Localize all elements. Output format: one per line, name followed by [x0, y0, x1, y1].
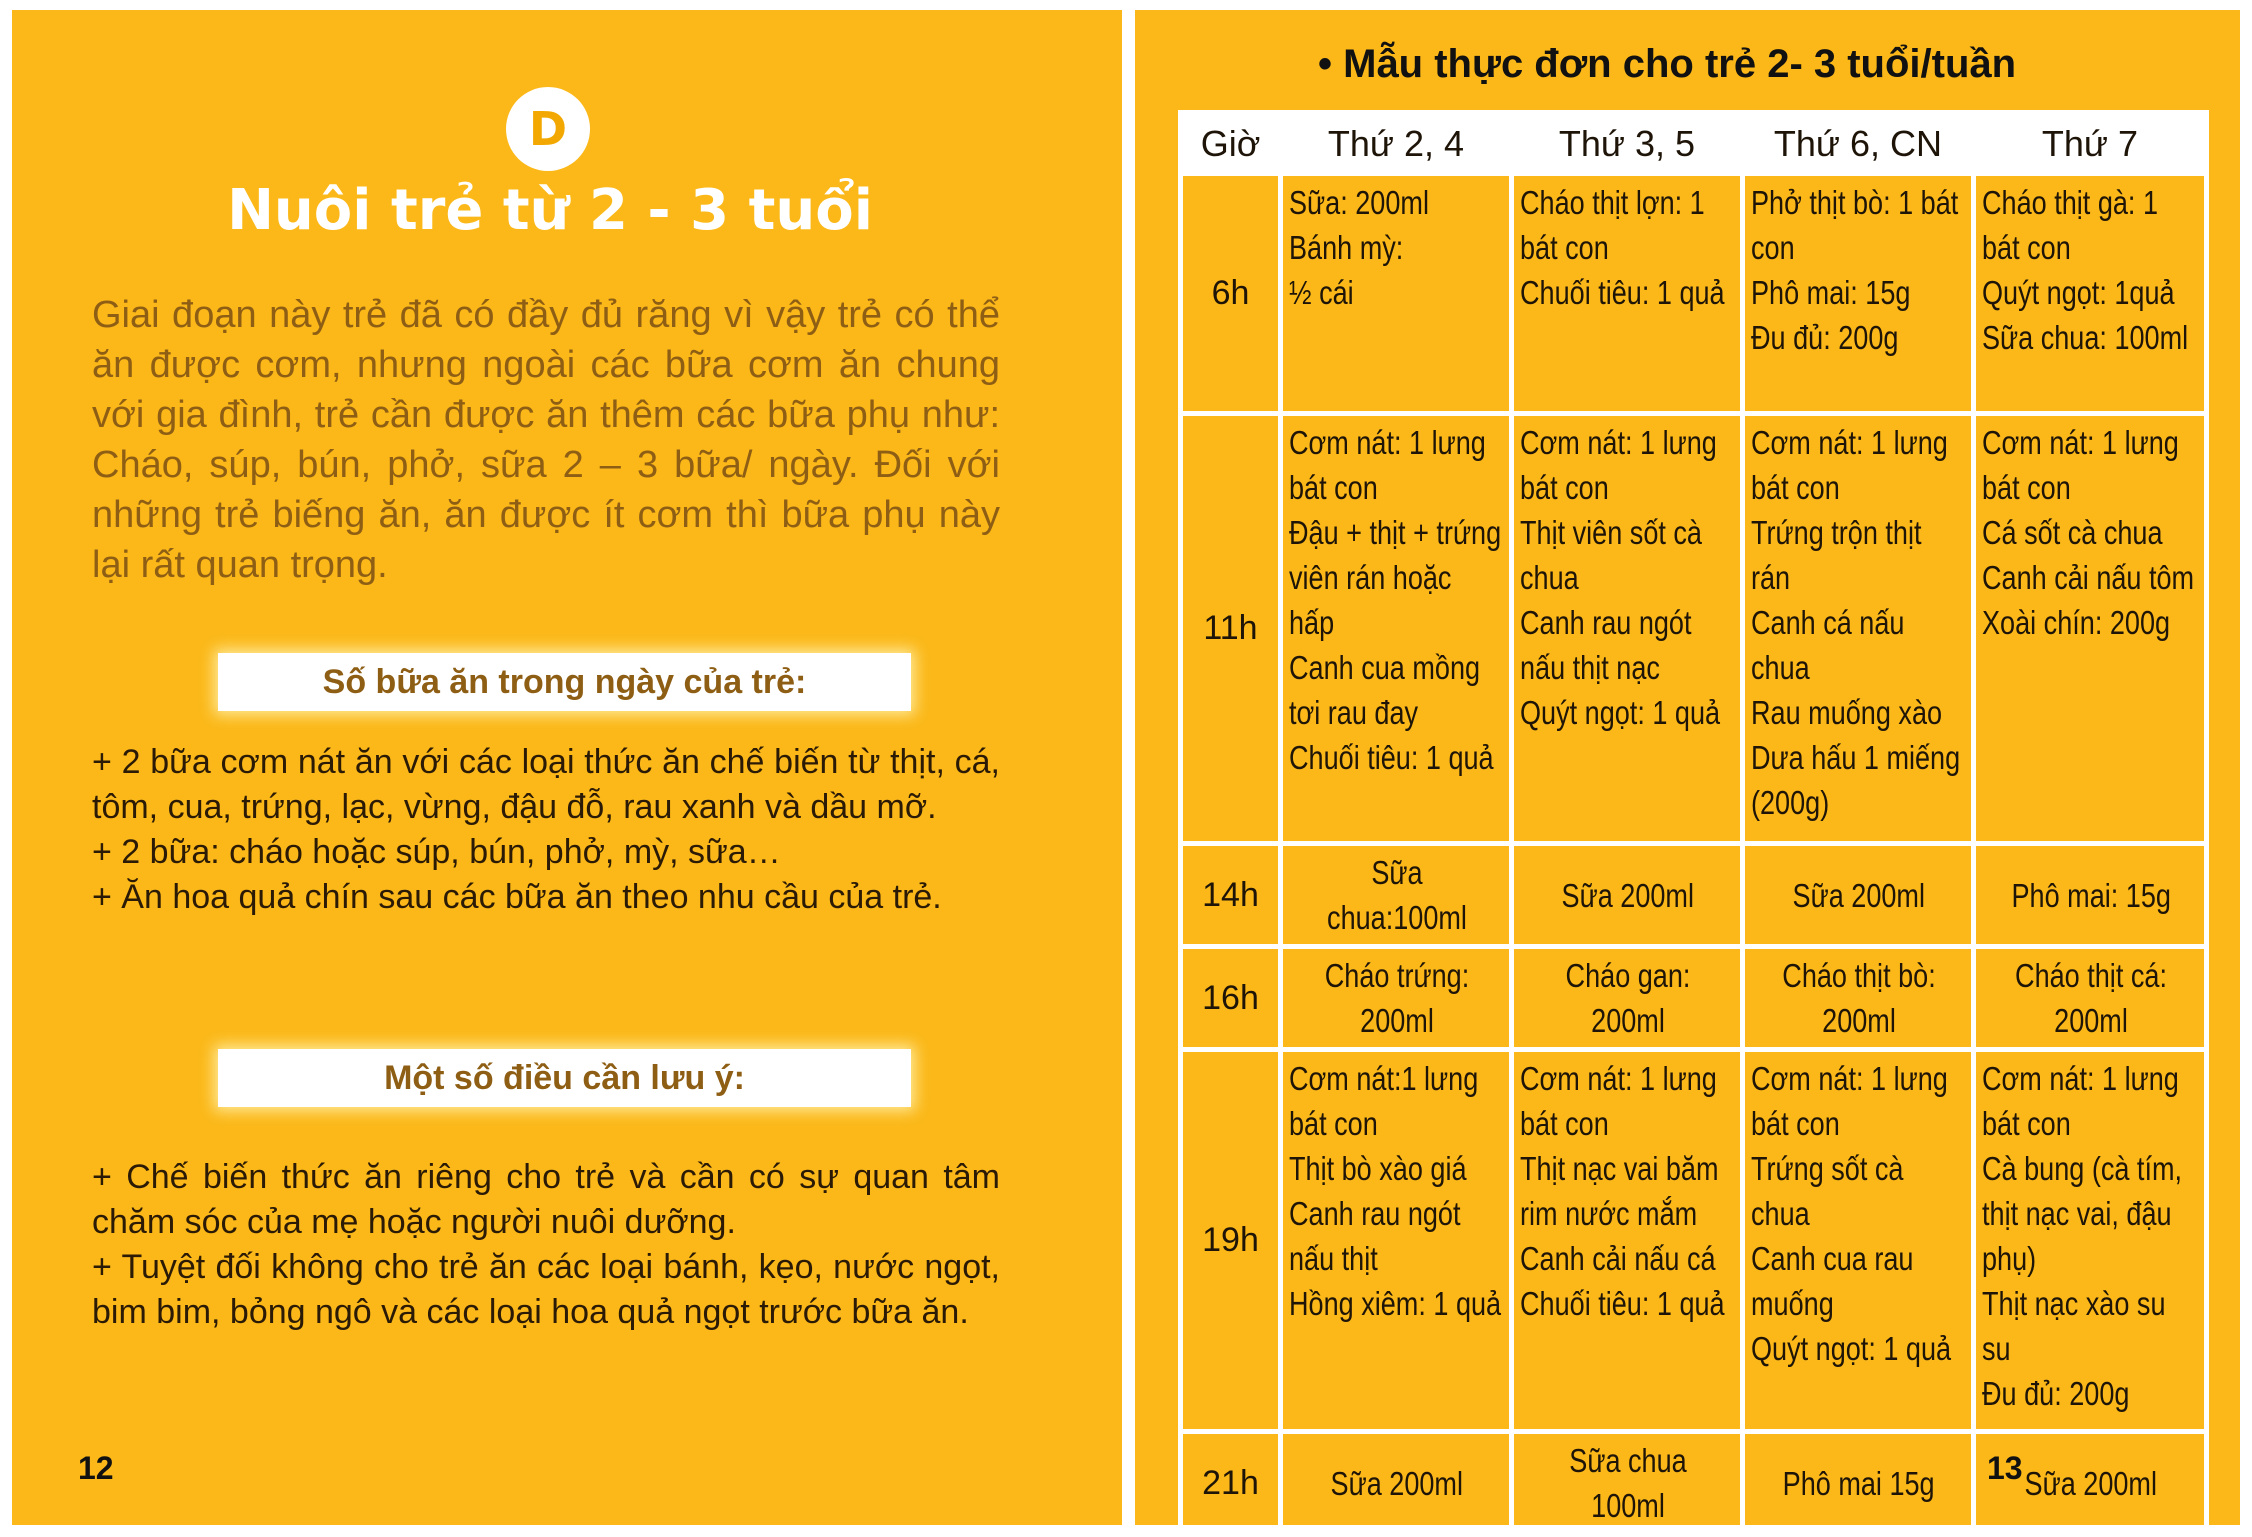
menu-cell: [1743, 1050, 1974, 1432]
menu-line: Quýt ngọt: 1 quả: [1751, 1330, 1952, 1367]
menu-cell: [1974, 1050, 2207, 1432]
menu-cell-text: [2002, 953, 2181, 1043]
menu-cell-text: [1520, 180, 1733, 315]
menu-line: Quýt ngọt: 1quả: [1982, 274, 2175, 311]
menu-cell: [1512, 1432, 1743, 1535]
menu-cell: [1281, 1050, 1512, 1432]
menu-line: Canh cua rau muống: [1751, 1240, 1914, 1322]
menu-line: Bánh mỳ:: [1289, 229, 1404, 266]
menu-line: Canh cải nấu tôm: [1982, 559, 2195, 596]
menu-line: Phô mai: 15g: [1751, 274, 1911, 311]
list-item: + 2 bữa: cháo hoặc súp, bún, phở, mỳ, sữa…: [92, 833, 781, 871]
menu-cell: [1281, 414, 1512, 844]
menu-cell-text: [1308, 850, 1485, 940]
header-day: Thứ 2, 4: [1281, 113, 1512, 174]
menu-cell: [1974, 414, 2207, 844]
menu-line: Dưa hấu 1 miếng (200g): [1751, 739, 1961, 821]
menu-cell-text: [1520, 1056, 1733, 1326]
menu-line: ½ cái: [1289, 274, 1354, 311]
menu-line: Phở thịt bò: 1 bát con: [1751, 184, 1959, 266]
menu-cell-text: [1520, 420, 1733, 735]
table-header-row: [1181, 113, 2207, 174]
menu-line: Trứng sốt cà chua: [1751, 1150, 1904, 1232]
menu-cell-text: [1982, 1056, 2197, 1416]
menu-line: Thịt viên sốt cà chua: [1520, 514, 1702, 596]
menu-line: Cơm nát:1 lưng bát con: [1289, 1060, 1479, 1142]
menu-line: Chuối tiêu: 1 quả: [1520, 1285, 1725, 1322]
intro-paragraph: Giai đoạn này trẻ đã có đầy đủ răng vì vậy trẻ có thể ăn được cơm, nhưng ngoài các bữa cơm ăn chung với gia đình, trẻ cần được ăn thêm các bữa phụ như: Cháo, súp, bún, phở, sữa 2 – 3 bữa/ ngày. Đối với những trẻ biếng ăn, ăn được ít cơm thì bữa phụ này lại rất quan trọng.: [92, 294, 1000, 586]
menu-line: Hồng xiêm: 1 quả: [1289, 1285, 1502, 1322]
menu-line: Đậu + thịt + trứng viên rán hoặc hấp: [1289, 514, 1502, 641]
menu-cell-text: [1770, 953, 1947, 1043]
menu-line: Sữa 200ml: [1792, 876, 1926, 914]
list-item: + Chế biến thức ăn riêng cho trẻ và cần có sự quan tâm chăm sóc của mẹ hoặc người nuôi dưỡng.: [92, 1158, 1000, 1241]
menu-cell-text: [1289, 180, 1502, 315]
menu-cell-text: [1793, 873, 1925, 918]
menu-cell: [1743, 414, 1974, 844]
menu-line: Trứng trộn thịt rán: [1751, 514, 1922, 596]
menu-line: Phô mai: 15g: [2011, 876, 2171, 914]
header-day: Thứ 7: [1974, 113, 2207, 174]
time-cell: 11h: [1181, 414, 1281, 844]
menu-line: Cháo trứng: 200ml: [1324, 957, 1470, 1039]
menu-line: Cháo gan: 200ml: [1565, 957, 1691, 1039]
menu-cell: [1512, 414, 1743, 844]
meals-per-day-heading: Số bữa ăn trong ngày của trẻ:: [218, 653, 911, 711]
menu-line: Canh rau ngót nấu thịt: [1289, 1195, 1461, 1277]
table-row: [1181, 414, 2207, 844]
menu-cell-text: [1783, 1461, 1935, 1506]
menu-line: Sữa chua: 100ml: [1982, 319, 2189, 356]
notes-list: [92, 1155, 1000, 1335]
menu-cell: [1281, 844, 1512, 947]
section-badge: D: [506, 87, 590, 171]
menu-line: Cơm nát: 1 lưng bát con: [1289, 424, 1486, 506]
menu-cell: [1974, 947, 2207, 1050]
menu-line: Sữa 200ml: [1561, 876, 1695, 914]
menu-title: • Mẫu thực đơn cho trẻ 2- 3 tuổi/tuần: [1318, 42, 2017, 86]
menu-cell-text: [1539, 953, 1716, 1043]
time-cell: 19h: [1181, 1050, 1281, 1432]
time-cell: 16h: [1181, 947, 1281, 1050]
menu-cell: [1512, 947, 1743, 1050]
header-day: Thứ 3, 5: [1512, 113, 1743, 174]
menu-line: Canh rau ngót nấu thịt nạc: [1520, 604, 1692, 686]
menu-line: Thịt nạc vai băm rim nước mắm: [1520, 1150, 1719, 1232]
page-divider: [1129, 0, 1133, 1535]
menu-line: Sữa: 200ml: [1289, 184, 1429, 221]
menu-line: Chuối tiêu: 1 quả: [1289, 739, 1494, 776]
page-number-right: 13: [1987, 1450, 2023, 1486]
menu-cell-text: [1751, 180, 1964, 360]
menu-cell: [1281, 947, 1512, 1050]
menu-line: Cơm nát: 1 lưng bát con: [1520, 424, 1717, 506]
menu-cell: [1512, 844, 1743, 947]
section-title: Nuôi trẻ từ 2 - 3 tuổi: [227, 178, 873, 243]
menu-cell: [1512, 174, 1743, 414]
menu-line: Phô mai 15g: [1783, 1464, 1935, 1502]
menu-cell-text: [1982, 180, 2197, 360]
table-row: [1181, 844, 2207, 947]
menu-cell-text: [1562, 873, 1694, 918]
menu-cell: [1512, 1050, 1743, 1432]
menu-line: Cháo thịt bò: 200ml: [1782, 957, 1936, 1039]
menu-cell-text: [1982, 420, 2197, 645]
menu-cell: [1743, 174, 1974, 414]
menu-line: Cơm nát: 1 lưng bát con: [1751, 1060, 1948, 1142]
header-time: Giờ: [1181, 113, 1281, 174]
list-item: + 2 bữa cơm nát ăn với các loại thức ăn chế biến từ thịt, cá, tôm, cua, trứng, lạc, vừng, đậu đỗ, rau xanh và dầu mỡ.: [92, 743, 1000, 826]
menu-line: Đu đủ: 200g: [1982, 1375, 2130, 1412]
list-item: + Tuyệt đối không cho trẻ ăn các loại bánh, kẹo, nước ngọt, bim bim, bỏng ngô và các loại hoa quả ngọt trước bữa ăn.: [92, 1248, 1000, 1331]
menu-line: Quýt ngọt: 1 quả: [1520, 694, 1721, 731]
menu-line: Canh cua mồng tơi rau đay: [1289, 649, 1481, 731]
menu-cell-text: [2011, 873, 2170, 918]
menu-line: Thịt bò xào giá: [1289, 1150, 1467, 1187]
table-row: [1181, 1432, 2207, 1535]
menu-cell: [1974, 174, 2207, 414]
menu-cell-text: [1289, 420, 1502, 780]
menu-cell: [1974, 844, 2207, 947]
menu-cell-text: [2025, 1461, 2157, 1506]
menu-line: Thịt nạc xào su su: [1982, 1285, 2166, 1367]
header-day: Thứ 6, CN: [1743, 113, 1974, 174]
menu-line: Cà bung (cà tím, thịt nạc vai, đậu phụ): [1982, 1150, 2183, 1277]
menu-line: Canh cá nấu chua: [1751, 604, 1905, 686]
menu-line: Sữa 200ml: [2024, 1464, 2158, 1502]
weekly-menu-table: [1178, 110, 2209, 1537]
menu-cell-text: [1331, 1461, 1463, 1506]
meals-per-day-list: [92, 740, 1000, 920]
menu-line: Sữa chua:100ml: [1327, 854, 1467, 936]
menu-line: Đu đủ: 200g: [1751, 319, 1899, 356]
menu-line: Rau muống xào: [1751, 694, 1943, 731]
notes-heading: Một số điều cần lưu ý:: [218, 1049, 911, 1107]
menu-line: Canh cải nấu cá: [1520, 1240, 1716, 1277]
menu-line: Cơm nát: 1 lưng bát con: [1982, 1060, 2179, 1142]
menu-line: Sữa 200ml: [1330, 1464, 1464, 1502]
menu-line: Cháo thịt cá: 200ml: [2015, 957, 2167, 1039]
time-cell: 21h: [1181, 1432, 1281, 1535]
menu-line: Cháo thịt gà: 1 bát con: [1982, 184, 2159, 266]
menu-cell-text: [1308, 953, 1485, 1043]
menu-cell: [1281, 174, 1512, 414]
menu-line: Sữa chua 100ml: [1569, 1442, 1687, 1524]
table-row: [1181, 1050, 2207, 1432]
list-item: + Ăn hoa quả chín sau các bữa ăn theo nhu cầu của trẻ.: [92, 878, 942, 916]
menu-cell-text: [1751, 1056, 1964, 1371]
time-cell: 14h: [1181, 844, 1281, 947]
time-cell: 6h: [1181, 174, 1281, 414]
menu-line: Cá sốt cà chua: [1982, 514, 2163, 551]
menu-cell: [1743, 947, 1974, 1050]
menu-cell-text: [1751, 420, 1964, 825]
menu-cell: [1743, 1432, 1974, 1535]
menu-cell-text: [1289, 1056, 1502, 1326]
table-row: [1181, 174, 2207, 414]
menu-line: Cơm nát: 1 lưng bát con: [1520, 1060, 1717, 1142]
menu-line: Xoài chín: 200g: [1982, 604, 2171, 641]
menu-line: Chuối tiêu: 1 quả: [1520, 274, 1725, 311]
menu-line: Cơm nát: 1 lưng bát con: [1751, 424, 1948, 506]
menu-line: Cháo thịt lợn: 1 bát con: [1520, 184, 1705, 266]
table-row: [1181, 947, 2207, 1050]
menu-cell: [1281, 1432, 1512, 1535]
menu-line: Cơm nát: 1 lưng bát con: [1982, 424, 2179, 506]
page-number-left: 12: [78, 1450, 114, 1486]
menu-cell-text: [1539, 1438, 1716, 1528]
menu-cell: [1743, 844, 1974, 947]
